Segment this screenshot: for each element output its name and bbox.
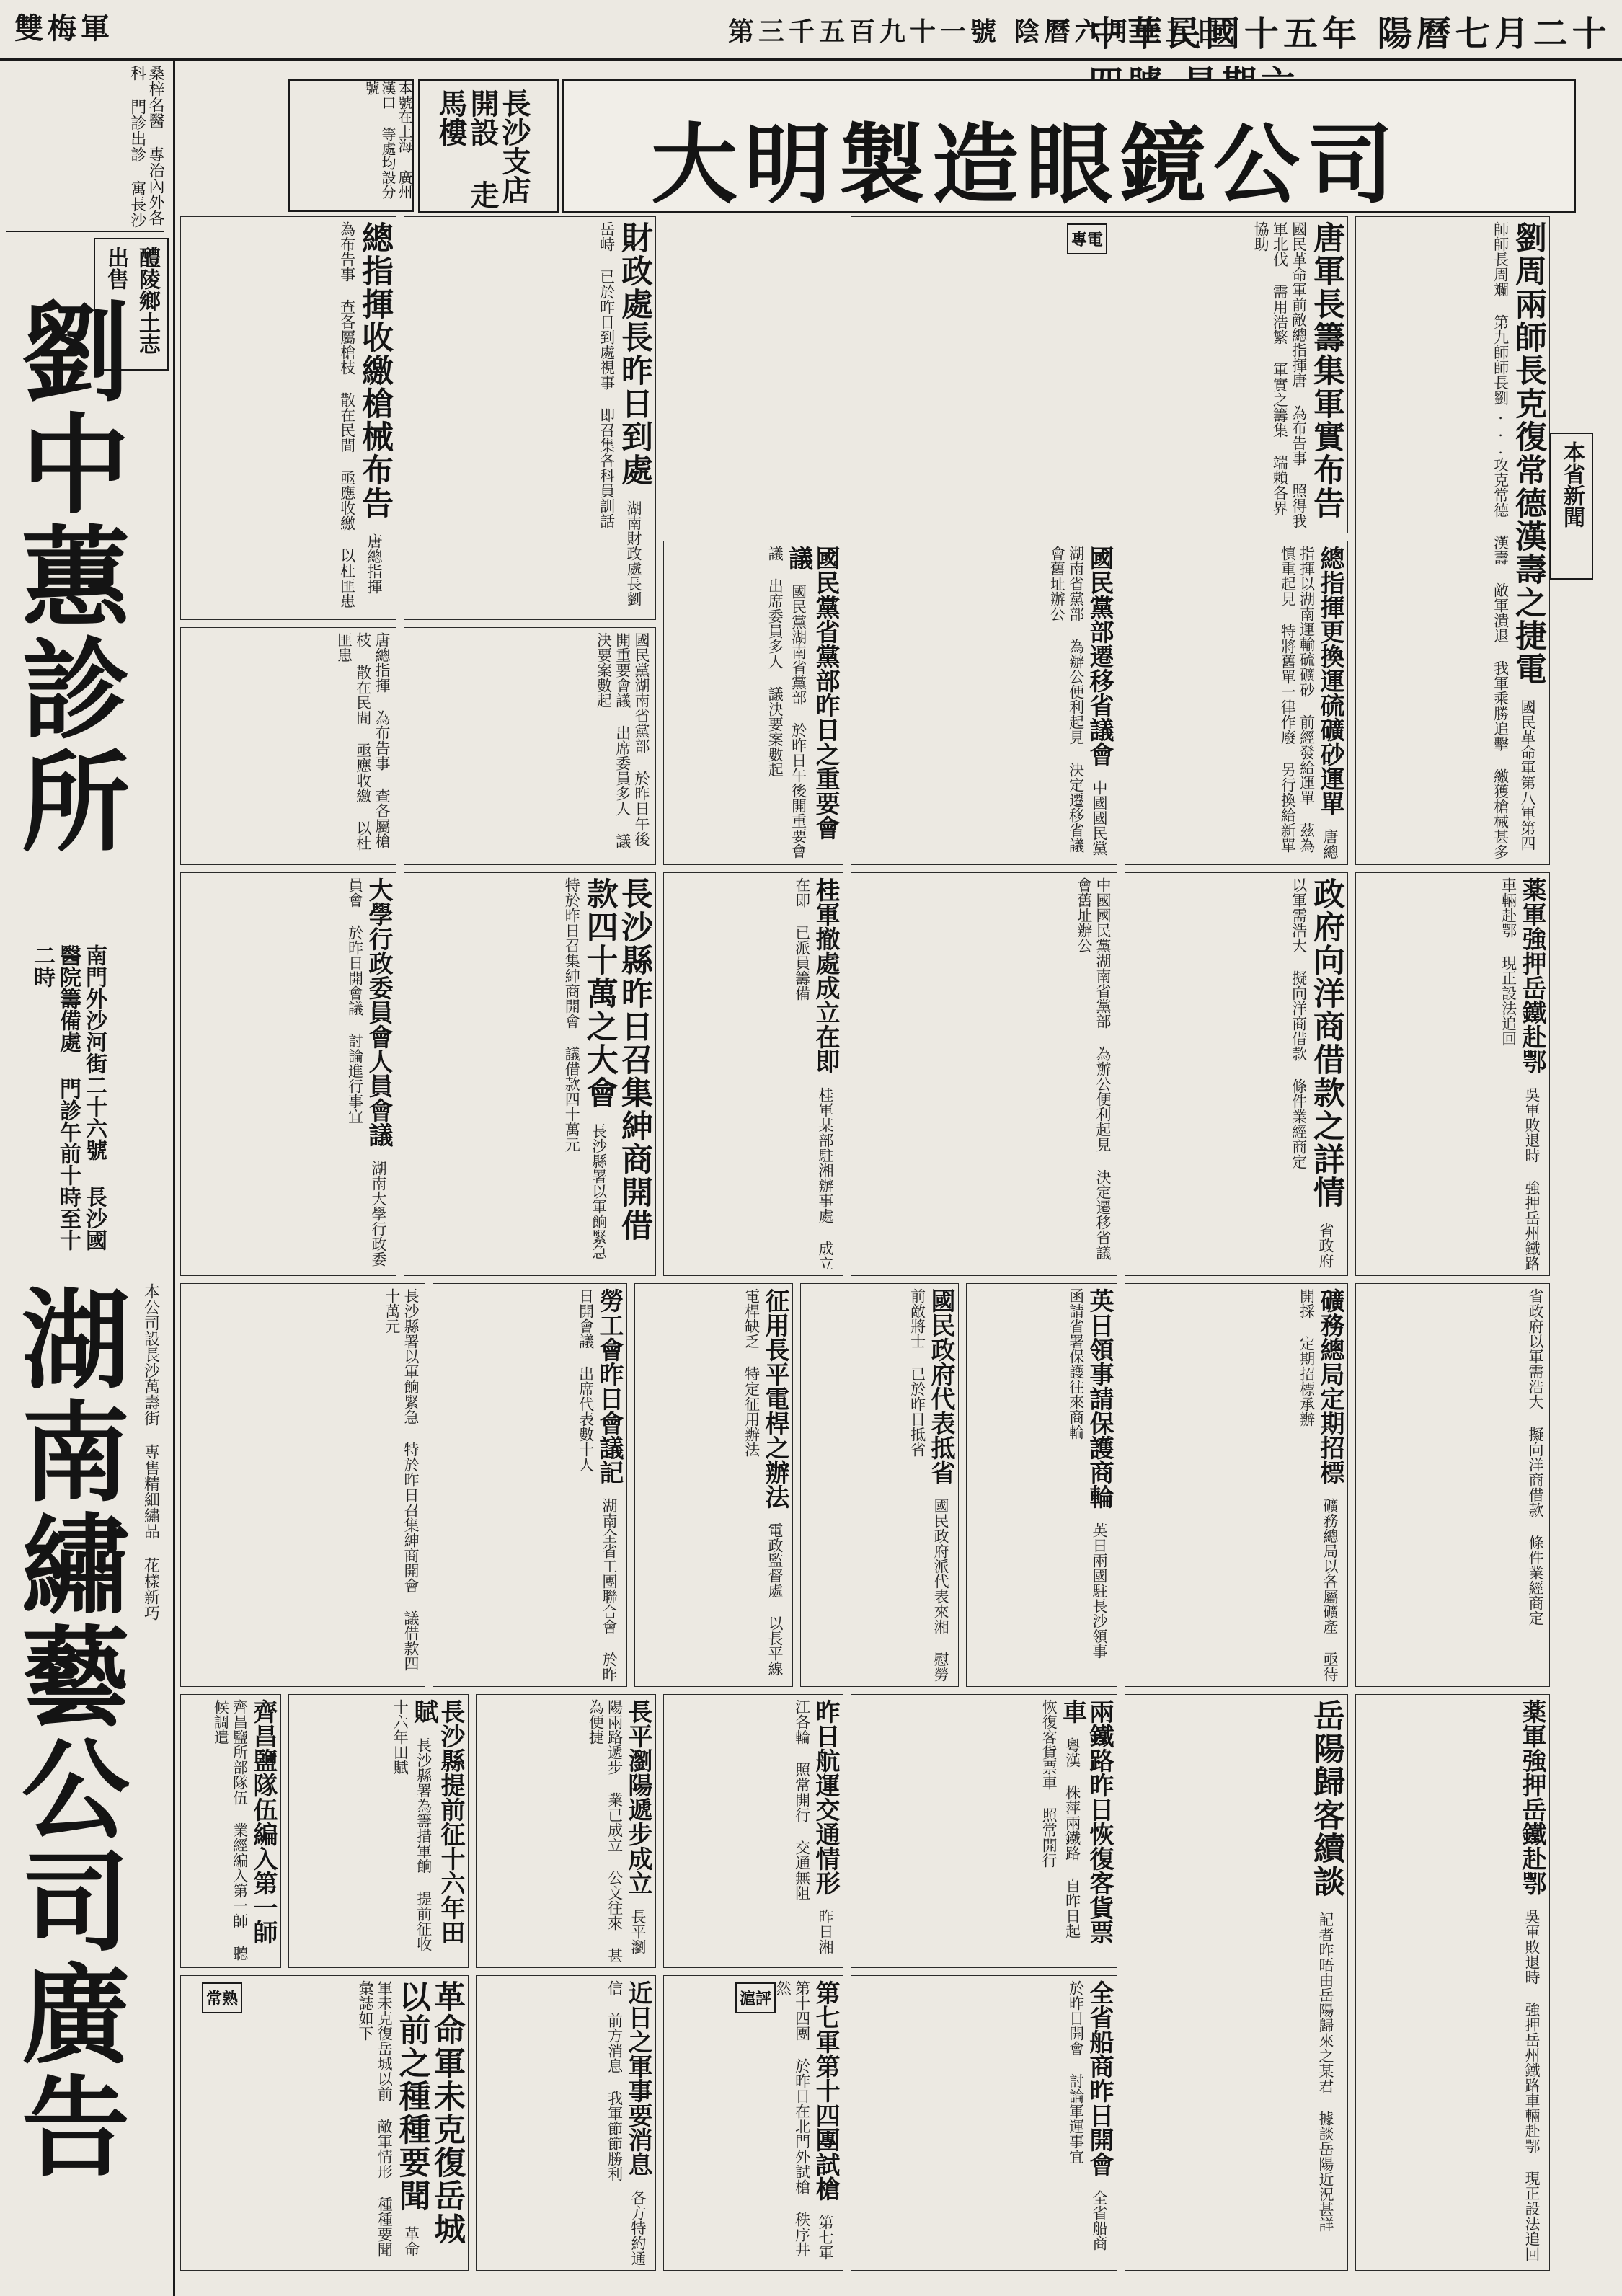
article-5-headline: 國民黨省黨部昨日之重要會議 [784, 546, 840, 840]
article-26-text: 長沙縣署為籌措軍餉 提前征收十六年田賦 [391, 1699, 433, 1951]
article-10-text: 中國國民黨湖南省黨部 為辦公便利起見 決定遷移省議會舊址辦公 [1075, 877, 1112, 1260]
article-29-headline: 第七軍第十四團試槍 [811, 1980, 840, 2201]
masthead [0, 0, 1622, 61]
article-1-text: 國民革命軍第八軍第四師師長周斕 第九師師長劉...攻克常德 漢壽 敵軍潰退 我軍乘勝追擊 繳獲槍械甚多 [1492, 221, 1536, 859]
article-17 [800, 1283, 959, 1687]
article-25-headline: 長平瀏陽遞步成立 [624, 1699, 652, 1895]
article-27-headline: 齊昌鹽隊伍編入第一師 [249, 1699, 278, 1944]
section-label: 本省新聞 [1550, 433, 1593, 580]
article-31-text: 革命軍未克復岳城以前 敵軍情形 種種要聞 彙誌如下 [356, 1980, 420, 2257]
top-small-ad: 本號在上海 廣州 漢口 等處均設分號 [288, 79, 414, 212]
left-small-notice: 桑梓名醫 專治內外各科 門診出診 寓長沙 [6, 65, 164, 232]
article-extra-a [404, 627, 656, 865]
clinic-address: 南門外沙河街二十六號 長沙國醫院籌備處 門診午前十時至十二時 [30, 944, 107, 1251]
article-17-headline: 國民政府代表抵省 [926, 1288, 955, 1484]
article-14-text: 省政府以軍需浩大 擬向洋商借款 條件業經商定 [1527, 1288, 1544, 1626]
article-11-text: 桂軍某部駐湘辦事處 成立在即 已派員籌備 [793, 877, 834, 1271]
article-9-headline: 政府向洋商借款之詳情 [1308, 877, 1344, 1209]
article-23-headline: 兩鐵路昨日恢復客貨票車 [1058, 1699, 1114, 1944]
article-3 [1125, 541, 1348, 865]
clinic-label: 醴陵鄉土志出售 [94, 238, 169, 371]
article-11-headline: 桂軍撤處成立在即 [811, 877, 840, 1073]
top-ad-title: 大明製造眼鏡公司 [651, 114, 1401, 216]
article-8-text: 吳軍敗退時 強押岳州鐵路車輛赴鄂 現正設法追回 [1499, 877, 1541, 1271]
article-17-text: 國民政府派代表來湘 慰勞前敵將士 已於昨日抵省 [908, 1288, 949, 1682]
article-7 [180, 216, 396, 620]
article-4-headline: 國民黨部遷移省議會 [1085, 546, 1114, 766]
article-3-headline: 總指揮更換運硫礦砂運單 [1316, 546, 1344, 815]
article-12-headline: 長沙縣昨日召集紳商開借款四十萬之大會 [580, 877, 652, 1242]
article-27 [180, 1694, 281, 1968]
branch-text: 長沙支店 開設 走馬樓 [434, 89, 531, 209]
article-2 [851, 216, 1348, 533]
article-1-headline: 劉周兩師長克復常德漢壽之捷電 [1510, 221, 1546, 686]
notice-tag-1: 滬評 [735, 1982, 776, 2013]
article-23 [851, 1694, 1117, 1968]
article-30-headline: 近日之軍事要消息 [624, 1980, 652, 2176]
article-24-headline: 昨日航運交通情形 [811, 1699, 840, 1895]
article-extra-a-text: 國民黨湖南省黨部 於昨日午後開重要會議 出席委員多人 議決要案數起 [595, 632, 650, 848]
article-24 [663, 1694, 843, 1968]
article-11 [663, 872, 843, 1276]
article-2-headline: 唐軍長籌集軍實布告 [1308, 221, 1344, 520]
article-22-headline: 岳陽歸客續談 [1308, 1699, 1344, 1898]
left-ad-column [0, 58, 175, 2296]
article-9-text: 省政府以軍需浩大 擬向洋商借款 條件業經商定 [1290, 877, 1334, 1268]
masthead-name: 雙梅軍 [14, 12, 114, 45]
article-5 [663, 541, 843, 865]
article-8-headline: 薬軍強押岳鐵赴鄂 [1517, 877, 1546, 1073]
article-12-text: 長沙縣署以軍餉緊急 特於昨日召集紳商開會 議借款四十萬元 [563, 877, 608, 1259]
article-5-text: 國民黨湖南省黨部 於昨日午後開重要會議 出席委員多人 議決要案數起 [766, 546, 807, 859]
article-4-text: 中國國民黨湖南省黨部 為辦公便利起見 決定遷移省議會舊址辦公 [1048, 546, 1108, 856]
article-19-headline: 勞工會昨日會議記 [595, 1288, 624, 1484]
article-18-headline: 征用長平電桿之辦法 [761, 1288, 789, 1509]
article-20 [180, 1283, 425, 1687]
notice-tag-3: 專電 [1067, 223, 1107, 254]
article-29-text: 第七軍第十四團 於昨日在北門外試槍 秩序井然 [774, 1980, 834, 2260]
article-19-text: 湖南全省工團聯合會 於昨日開會議 出席代表數十人 [577, 1288, 618, 1682]
article-14 [1355, 1283, 1550, 1687]
article-3-text: 唐總指揮以湖南運輸硫礦砂 前經發給運單 茲為慎重起見 特將舊單一律作廢 另行換給新單 [1279, 546, 1339, 859]
article-22 [1125, 1694, 1348, 2271]
company-desc: 本公司設長沙萬壽街 專售精細繡品 花樣新巧 [141, 1283, 160, 1621]
article-10 [851, 872, 1117, 1276]
article-12 [404, 872, 656, 1276]
article-4 [851, 541, 1117, 865]
article-13-text: 湖南大學行政委員會 於昨日開會議 討論進行事宜 [346, 877, 387, 1267]
clinic-name: 劉中蕙診所 [3, 296, 130, 858]
article-15-text: 礦務總局以各屬礦產 亟待開採 定期招標承辦 [1298, 1288, 1339, 1682]
article-30-text: 各方特約通信 前方消息 我軍節節勝利 [606, 1980, 647, 2266]
article-15 [1125, 1283, 1348, 1687]
company-name: 湖南繡藝公司廣告 [3, 1283, 130, 2183]
article-26-headline: 長沙縣提前征十六年田賦 [409, 1699, 465, 1944]
article-extra-b [180, 627, 396, 865]
article-2-text: 國民革命軍前敵總指揮唐 為布告事 照得我軍北伐 需用浩繁 軍實之籌集 端賴各界協助 [1252, 221, 1308, 528]
article-9 [1125, 872, 1348, 1276]
article-30 [476, 1975, 656, 2271]
article-29 [663, 1975, 843, 2271]
article-27-text: 齊昌鹽所部隊伍 業經編入第一師 聽候調遣 [212, 1699, 249, 1961]
article-8 [1355, 872, 1550, 1276]
article-7-text: 唐總指揮 為布告事 查各屬槍枝 散在民間 亟應收繳 以杜匪患 [338, 221, 383, 608]
masthead-date: 中華民國十五年 陽曆七月二十 [1089, 14, 1611, 54]
article-26 [288, 1694, 469, 1968]
article-25 [476, 1694, 656, 1968]
article-21-text: 吳軍敗退時 強押岳州鐵路車輛赴鄂 現正設法追回 [1523, 1909, 1541, 2261]
article-28-headline: 全省船商昨日開會 [1085, 1980, 1114, 2176]
masthead-issue: 第三千五百九十一號 陰曆六月十五日 [728, 17, 1226, 47]
article-extra-b-text: 唐總指揮 為布告事 查各屬槍枝 散在民間 亟應收繳 以杜匪患 [335, 632, 391, 851]
article-23-text: 粵漢 株萍兩鐵路 自昨日起 恢復客貨票車 照常開行 [1040, 1699, 1081, 1938]
article-15-headline: 礦務總局定期招標 [1316, 1288, 1344, 1484]
article-6-text: 湖南財政處長劉岳峙 已於昨日到處視事 即召集各科員訓話 [598, 221, 642, 606]
article-18 [634, 1283, 793, 1687]
branch-box [418, 79, 559, 213]
article-16 [966, 1283, 1117, 1687]
article-18-text: 電政監督處 以長平線電桿缺乏 特定征用辦法 [743, 1288, 784, 1676]
article-1 [1355, 216, 1550, 865]
article-16-text: 英日兩國駐長沙領事 函請省署保護往來商輪 [1067, 1288, 1108, 1659]
article-21-headline: 薬軍強押岳鐵赴鄂 [1517, 1699, 1546, 1895]
article-20-text: 長沙縣署以軍餉緊急 特於昨日召集紳商開會 議借款四十萬元 [383, 1288, 420, 1671]
article-16-headline: 英日領事請保護商輪 [1085, 1288, 1114, 1509]
article-7-headline: 總指揮收繳槍械布告 [356, 221, 393, 520]
article-19 [433, 1283, 627, 1687]
top-ad [562, 79, 1576, 216]
article-24-text: 昨日湘江各輪 照常開行 交通無阻 [793, 1699, 834, 1954]
article-21 [1355, 1694, 1550, 2271]
article-28 [851, 1975, 1117, 2271]
article-31 [180, 1975, 469, 2271]
article-25-text: 長平瀏陽兩路遞步 業已成立 公文往來 甚為便捷 [587, 1699, 647, 1963]
article-31-headline: 革命軍未克復岳城以前之種種要聞 [393, 1980, 465, 2246]
article-6-headline: 財政處長昨日到處 [616, 221, 652, 487]
article-13 [180, 872, 396, 1276]
article-28-text: 全省船商 於昨日開會 討論軍運事宜 [1067, 1980, 1108, 2251]
article-22-text: 記者昨晤由岳陽歸來之某君 據談岳陽近況甚詳 [1317, 1912, 1334, 2232]
article-6 [404, 216, 656, 620]
notice-tag-2: 常熟 [202, 1982, 242, 2013]
article-13-headline: 大學行政委員會人員會議 [364, 877, 393, 1147]
